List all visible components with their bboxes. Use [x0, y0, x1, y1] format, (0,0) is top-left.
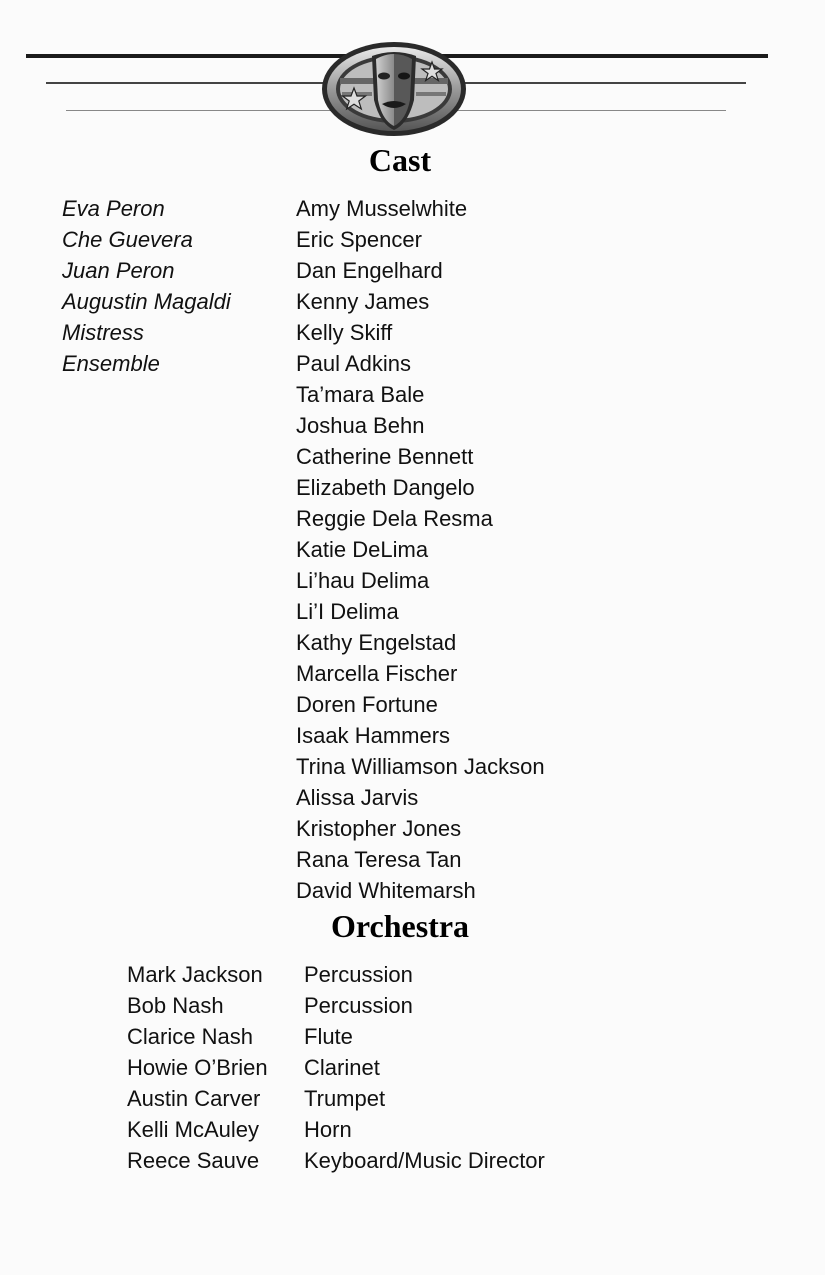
musician-name: Mark Jackson [127, 962, 263, 987]
cast-actor: Kelly Skiff [296, 320, 393, 345]
musician-name: Bob Nash [127, 993, 224, 1018]
cast-actor: Reggie Dela Resma [296, 506, 493, 531]
cast-heading: Cast [368, 142, 432, 178]
musician-name: Kelli McAuley [127, 1117, 260, 1142]
cast-role: Augustin Magaldi [62, 289, 231, 314]
cast-role: Che Guevera [62, 227, 193, 252]
cast-actor: Rana Teresa Tan [296, 847, 462, 872]
cast-actor: Doren Fortune [296, 692, 438, 717]
orchestra-instrument-list [304, 959, 545, 1176]
musician-name: Reece Sauve [127, 1148, 260, 1173]
cast-actor: Elizabeth Dangelo [296, 475, 475, 500]
cast-actor: Alissa Jarvis [296, 785, 419, 810]
cast-role: Mistress [62, 320, 144, 345]
cast-role: Ensemble [62, 351, 160, 376]
cast-actor: Kristopher Jones [296, 816, 462, 841]
musician-instrument: Percussion [304, 962, 413, 987]
cast-actor: Isaak Hammers [296, 723, 451, 748]
cast-actor: Li’I Delima [296, 599, 399, 624]
musician-instrument: Flute [304, 1024, 353, 1049]
orchestra-musician-list [127, 959, 268, 1176]
cast-actor: Ta’mara Bale [296, 382, 425, 407]
cast-actor: Dan Engelhard [296, 258, 443, 283]
cast-actor: Amy Musselwhite [296, 196, 468, 221]
cast-actor: Trina Williamson Jackson [296, 754, 545, 779]
cast-actor-list [296, 193, 545, 906]
cast-actor: Li’hau Delima [296, 568, 430, 593]
cast-actor: Kathy Engelstad [296, 630, 457, 655]
cast-actor: David Whitemarsh [296, 878, 476, 903]
musician-instrument: Keyboard/Music Director [304, 1148, 545, 1173]
cast-role-list [62, 193, 231, 379]
cast-actor: Eric Spencer [296, 227, 422, 252]
theatre-mask-star-emblem-icon [320, 40, 468, 138]
cast-actor: Katie DeLima [296, 537, 429, 562]
cast-role: Eva Peron [62, 196, 165, 221]
musician-name: Howie O’Brien [127, 1055, 268, 1080]
cast-actor: Marcella Fischer [296, 661, 458, 686]
cast-role: Juan Peron [62, 258, 175, 283]
musician-instrument: Clarinet [304, 1055, 380, 1080]
musician-instrument: Horn [304, 1117, 352, 1142]
cast-actor: Kenny James [296, 289, 430, 314]
musician-instrument: Percussion [304, 993, 413, 1018]
musician-name: Austin Carver [127, 1086, 261, 1111]
musician-instrument: Trumpet [304, 1086, 386, 1111]
cast-actor: Joshua Behn [296, 413, 425, 438]
orchestra-heading: Orchestra [330, 908, 470, 944]
cast-actor: Catherine Bennett [296, 444, 474, 469]
cast-actor: Paul Adkins [296, 351, 411, 376]
musician-name: Clarice Nash [127, 1024, 253, 1049]
